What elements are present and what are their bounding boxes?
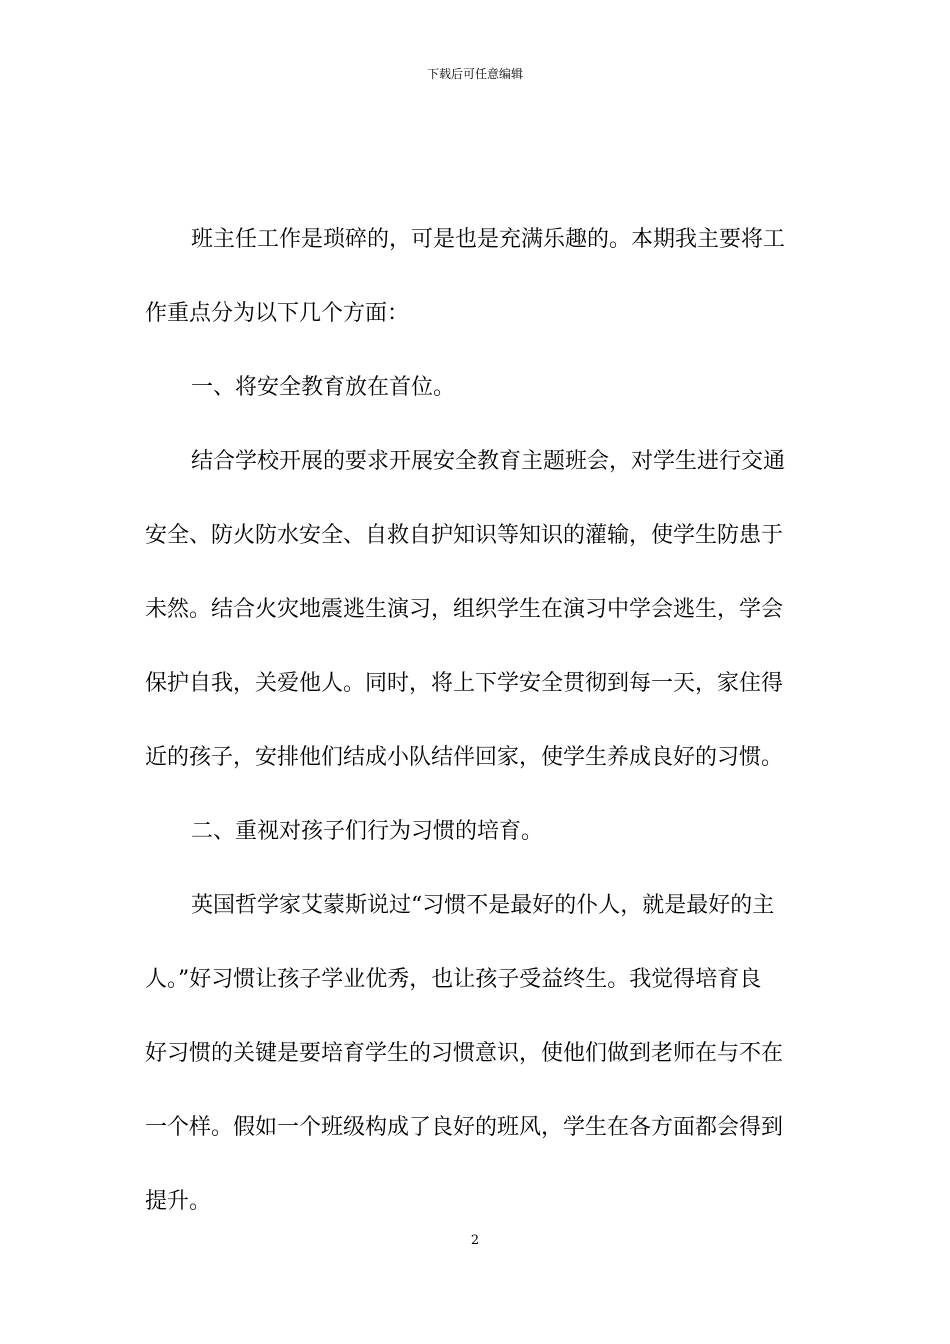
- paragraph-line: 作重点分为以下几个方面：: [145, 301, 410, 326]
- paragraph-line: 提升。: [145, 1189, 212, 1214]
- paragraph-line: 英国哲学家艾蒙斯说过“习惯不是最好的仆人，就是最好的主: [191, 893, 775, 918]
- paragraph-line: 一个样。假如一个班级构成了良好的班风，学生在各方面都会得到: [145, 1115, 784, 1140]
- paragraph-line: 结合学校开展的要求开展安全教育主题班会，对学生进行交通: [191, 449, 786, 474]
- section-heading: 一、将安全教育放在首位。: [191, 375, 456, 400]
- paragraph-line: 安全、防火防水安全、自救自护知识等知识的灌输，使学生防患于: [145, 523, 784, 548]
- paragraph-line: 未然。结合火灾地震逃生演习，组织学生在演习中学会逃生，学会: [145, 597, 784, 622]
- section-heading: 二、重视对孩子们行为习惯的培育。: [191, 819, 544, 844]
- paragraph-line: 人。”好习惯让孩子学业优秀，也让孩子受益终生。我觉得培育良: [145, 967, 762, 992]
- page-header: 下载后可任意编辑: [426, 67, 523, 81]
- paragraph-line: 近的孩子，安排他们结成小队结伴回家，使学生养成良好的习惯。: [145, 745, 784, 770]
- document-body: [145, 203, 805, 1239]
- paragraph-line: 保护自我，关爱他人。同时，将上下学安全贯彻到每一天，家住得: [145, 671, 784, 696]
- paragraph-line: 好习惯的关键是要培育学生的习惯意识，使他们做到老师在与不在: [145, 1041, 784, 1066]
- page-number: 2: [470, 1233, 480, 1248]
- paragraph-line: 班主任工作是琐碎的，可是也是充满乐趣的。本期我主要将工: [191, 227, 786, 252]
